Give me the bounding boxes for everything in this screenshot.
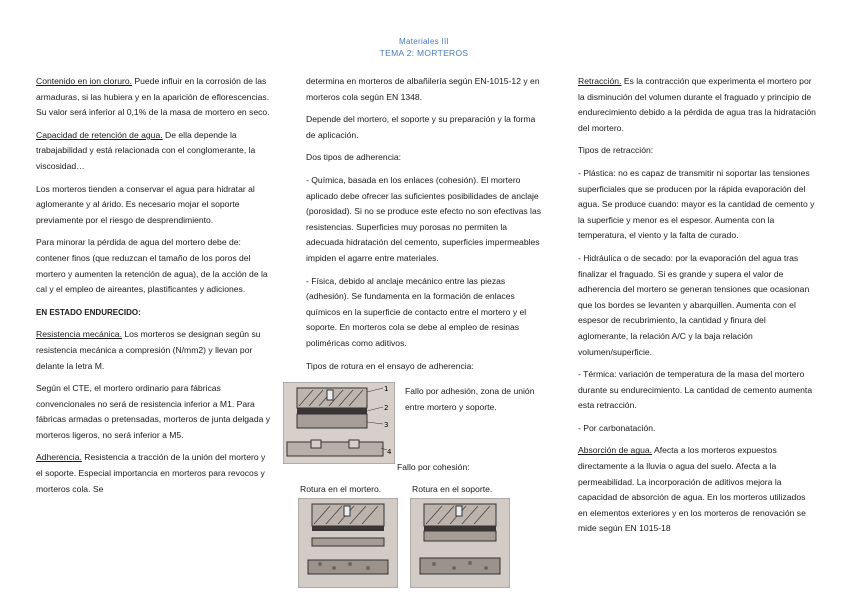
caption-rotura-mortero: Rotura en el mortero. — [300, 484, 382, 494]
paragraph: determina en morteros de albañilería según EN-1015-12 y en morteros cola según EN 1348. — [306, 76, 540, 102]
paragraph: - Química, basada en los enlaces (cohesión). El mortero aplicado debe ofrecer las suficientes posibilidades de anclaje (porosidad). Si no se produce este efecto no son efectivas las resistencias. Superficies muy porosas no permiten la adecuada hidratación del cemento, superficies impermeables impiden el agarre entre materiales. — [306, 174, 542, 263]
paragraph-ion-cloruro — [36, 74, 272, 121]
topic-title: TEMA 2: MORTEROS — [379, 48, 469, 58]
text: Puede influir en la corrosión de las armaduras, si las hubiera y en la aparición de eflorescencias. Su valor será inferior al 0,1% de la masa de mortero en seco. — [36, 76, 270, 118]
section-heading: EN ESTADO ENDURECIDO: — [36, 307, 141, 317]
figure-number: 4 — [387, 448, 392, 456]
figure-number: 1 — [384, 385, 389, 393]
figure-number: 3 — [384, 421, 389, 429]
paragraph-adherencia — [36, 450, 272, 497]
course-title: Materiales III — [399, 37, 449, 46]
fig-adhesion-caption: Fallo por adhesión, zona de unión entre mortero y soporte. — [405, 386, 535, 412]
paragraph: Depende del mortero, el soporte y su preparación y la forma de aplicación. — [306, 114, 536, 140]
term-ion-cloruro: Contenido en ion cloruro. — [36, 76, 133, 86]
term-resistencia: Resistencia mecánica. — [36, 329, 122, 340]
cohesion-soporte-figure — [410, 498, 510, 588]
paragraph-absorcion — [578, 443, 816, 537]
caption-rotura-soporte: Rotura en el soporte. — [412, 484, 493, 494]
paragraph-resistencia — [36, 327, 272, 374]
paragraph: Según el CTE, el mortero ordinario para fábricas convencionales no será de resistencia inferior a M1. Para fábricas armadas o pretensadas, morteros de junta delgada y morteros ligeros, no será inferior a M5. — [36, 383, 271, 440]
paragraph: Para minorar la pérdida de agua del mortero debe de: contener finos (que reduzcan el tamaño de los poros del mortero y aumenten la retención de agua), de la acción de la cal y el empleo de aireantes, plastificantes y adiciones. — [36, 237, 268, 295]
adhesion-test-figure — [283, 382, 395, 464]
paragraph-retencion-agua — [36, 128, 272, 175]
paragraph: - Por carbonatación. — [578, 422, 656, 433]
figure-number: 2 — [384, 404, 389, 412]
paragraph: - Hidráulica o de secado: por la evaporación del agua tras finalizar el fraguado. Si es grande y supera el valor de adherencia del mortero se generan tensiones que ocasionan que los bordes se levanten y abarquillen. Aumenta con el espesor de recubrimiento, la cantidad y finura del aglomerante, la relación A/C y la baja relación volumen/superficie. — [578, 252, 810, 357]
paragraph: Dos tipos de adherencia: — [306, 152, 402, 163]
paragraph: Tipos de retracción: — [578, 145, 654, 156]
paragraph: - Térmica: variación de temperatura de la masa del mortero durante su endurecimiento. La cantidad de cemento aumenta esta retracción. — [578, 369, 813, 411]
text: Resistencia a tracción de la unión del mortero y el soporte. Especial importancia en morteros para revocos y morteros cola. Se — [36, 452, 266, 494]
text: Los morteros se designan según su resistencia mecánica a compresión (N/mm2) y llevan por delante la letra M. — [36, 329, 261, 371]
term-absorcion: Absorción de agua. — [578, 445, 653, 456]
cohesion-mortero-figure — [298, 498, 398, 588]
text: De ella depende la trabajabilidad y está relacionada con el conglomerante, la viscosidad… — [36, 129, 256, 171]
column-2 — [306, 74, 544, 381]
text: Es la contracción que experimenta el mortero por la disminución del volumen durante el fraguado y principio de endurecimiento debido a la pérdida de agua tras la hidratación del mortero. — [578, 76, 816, 133]
term-retencion-agua: Capacidad de retención de agua. — [36, 129, 163, 140]
paragraph: Tipos de rotura en el ensayo de adherencia: — [306, 360, 474, 371]
paragraph: - Plástica: no es capaz de transmitir ni soportar las tensiones superficiales que se producen por la rápida evaporación del agua. Se produce cuando: mayor es la cantidad de cemento y la superficie y menor es el espesor. Aumenta con la temperatura, el viento y la falta de curado. — [578, 167, 815, 241]
paragraph: - Física, debido al anclaje mecánico entre las piezas (adhesión). Se fundamenta en la formación de enlaces químicos en la superficie de contacto entre el mortero y el soporte. En morteros cola se debe al empleo de resinas poliméricas como aditivos. — [306, 275, 527, 348]
term-adherencia: Adherencia. — [36, 452, 82, 463]
column-3 — [578, 74, 816, 544]
paragraph: Los morteros tienden a conservar el agua para hidratar al aglomerante y al árido. Es necesario mojar el soporte previamente por el riesgo de desprendimiento. — [36, 183, 255, 225]
fig-cohesion-caption: Fallo por cohesión: — [397, 462, 470, 472]
paragraph-retraccion — [578, 74, 816, 136]
column-1 — [36, 74, 272, 504]
term-retraccion: Retracción. — [578, 76, 622, 86]
text: Afecta a los morteros expuestos directamente a la lluvia o agua del suelo. Afecta a la permeabilidad. La incorporación de aditivos mejora la capacidad de absorción de agua. En los morteros utilizados en elementos exteriores y en los morteros de renovación se mide según EN 1015-18 — [578, 445, 806, 534]
